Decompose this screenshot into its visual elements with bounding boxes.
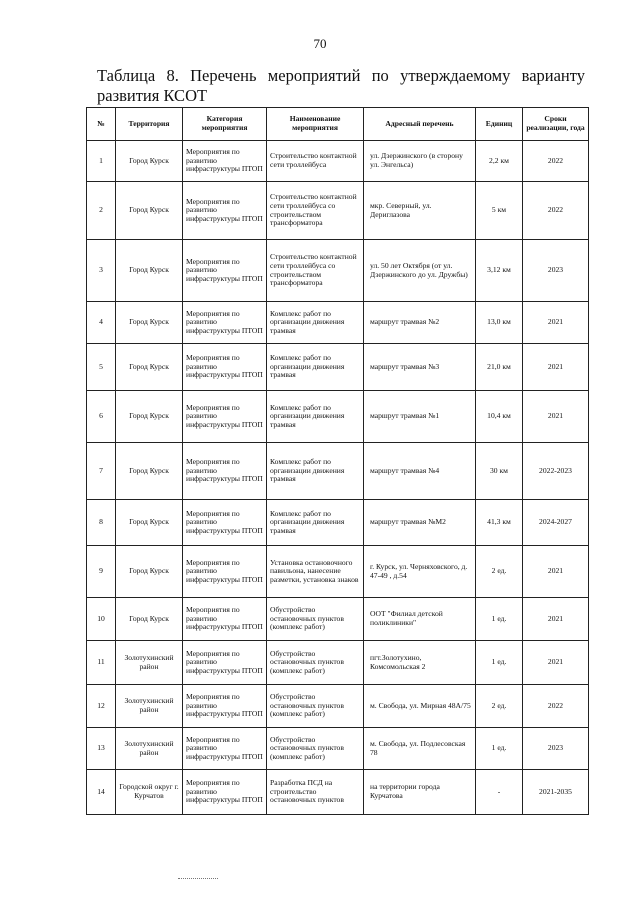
cell-period: 2022 [523,182,589,240]
cell-units: 41,3 км [476,500,523,546]
col-header-number: № [87,108,116,141]
col-header-units: Единиц [476,108,523,141]
cell-units: 1 ед. [476,728,523,770]
cell-units: 5 км [476,182,523,240]
cell-category: Мероприятия по развитию инфраструктуры ПТОП [183,344,267,391]
cell-name: Обустройство остановочных пунктов (комплекс работ) [267,598,364,641]
cell-name: Обустройство остановочных пунктов (комплекс работ) [267,641,364,685]
cell-number: 13 [87,728,116,770]
table-row [87,240,589,302]
cell-name: Строительство контактной сети троллейбуса со строительством трансформатора [267,182,364,240]
cell-name: Комплекс работ по организации движения трамвая [267,302,364,344]
cell-address: мкр. Северный, ул. Дериглазова [364,182,476,240]
cell-number: 4 [87,302,116,344]
cell-category: Мероприятия по развитию инфраструктуры ПТОП [183,641,267,685]
cell-territory: Золотухинский район [116,728,183,770]
table-row [87,182,589,240]
table-row [87,141,589,182]
cell-territory: Город Курск [116,500,183,546]
cell-number: 12 [87,685,116,728]
cell-name: Обустройство остановочных пунктов (комплекс работ) [267,685,364,728]
cell-units: - [476,770,523,815]
cell-name: Комплекс работ по организации движения трамвая [267,344,364,391]
table-row [87,770,589,815]
table-row [87,685,589,728]
col-header-period: Сроки реализации, года [523,108,589,141]
table-row [87,391,589,443]
cell-number: 14 [87,770,116,815]
cell-category: Мероприятия по развитию инфраструктуры ПТОП [183,685,267,728]
cell-period: 2021 [523,302,589,344]
table-row [87,302,589,344]
table-row [87,728,589,770]
cell-period: 2022 [523,141,589,182]
table-row [87,546,589,598]
cell-address: маршрут трамвая №3 [364,344,476,391]
cell-name: Комплекс работ по организации движения трамвая [267,391,364,443]
cell-number: 8 [87,500,116,546]
scan-artifact-line [178,878,218,879]
cell-period: 2021 [523,344,589,391]
col-header-category: Категория мероприятия [183,108,267,141]
cell-category: Мероприятия по развитию инфраструктуры ПТОП [183,728,267,770]
cell-units: 30 км [476,443,523,500]
cell-name: Обустройство остановочных пунктов (комплекс работ) [267,728,364,770]
cell-category: Мероприятия по развитию инфраструктуры ПТОП [183,240,267,302]
cell-number: 2 [87,182,116,240]
cell-name: Разработка ПСД на строительство остановочных пунктов [267,770,364,815]
cell-address: ул. Дзержинского (в сторону ул. Энгельса) [364,141,476,182]
table-row [87,598,589,641]
cell-address: ул. 50 лет Октября (от ул. Дзержинского до ул. Дружбы) [364,240,476,302]
cell-units: 1 ед. [476,641,523,685]
table-row [87,443,589,500]
cell-name: Комплекс работ по организации движения трамвая [267,500,364,546]
col-header-territory: Территория [116,108,183,141]
cell-category: Мероприятия по развитию инфраструктуры ПТОП [183,770,267,815]
cell-category: Мероприятия по развитию инфраструктуры ПТОП [183,500,267,546]
table-header-row [87,108,589,141]
cell-period: 2024-2027 [523,500,589,546]
col-header-address: Адресный перечень [364,108,476,141]
cell-units: 2 ед. [476,546,523,598]
cell-category: Мероприятия по развитию инфраструктуры ПТОП [183,443,267,500]
cell-address: маршрут трамвая №2 [364,302,476,344]
cell-number: 10 [87,598,116,641]
table-row [87,500,589,546]
cell-address: маршрут трамвая №М2 [364,500,476,546]
cell-territory: Город Курск [116,240,183,302]
col-header-name: Наименование мероприятия [267,108,364,141]
cell-address: ООТ "Филиал детской поликлиники" [364,598,476,641]
measures-table [86,107,589,815]
cell-category: Мероприятия по развитию инфраструктуры ПТОП [183,391,267,443]
cell-period: 2021 [523,641,589,685]
cell-category: Мероприятия по развитию инфраструктуры ПТОП [183,598,267,641]
table-row [87,344,589,391]
cell-period: 2022-2023 [523,443,589,500]
cell-period: 2021 [523,598,589,641]
cell-name: Комплекс работ по организации движения трамвая [267,443,364,500]
cell-period: 2022 [523,685,589,728]
cell-category: Мероприятия по развитию инфраструктуры ПТОП [183,546,267,598]
cell-units: 2,2 км [476,141,523,182]
cell-number: 1 [87,141,116,182]
cell-units: 10,4 км [476,391,523,443]
cell-territory: Город Курск [116,391,183,443]
cell-units: 1 ед. [476,598,523,641]
cell-category: Мероприятия по развитию инфраструктуры ПТОП [183,302,267,344]
cell-number: 9 [87,546,116,598]
cell-territory: Город Курск [116,443,183,500]
cell-category: Мероприятия по развитию инфраструктуры ПТОП [183,182,267,240]
cell-territory: Город Курск [116,141,183,182]
cell-address: маршрут трамвая №4 [364,443,476,500]
cell-number: 3 [87,240,116,302]
table-row [87,641,589,685]
cell-territory: Городской округ г. Курчатов [116,770,183,815]
page-number: 70 [313,36,327,51]
cell-territory: Город Курск [116,598,183,641]
cell-territory: Золотухинский район [116,685,183,728]
cell-address: м. Свобода, ул. Подлесовская 78 [364,728,476,770]
cell-name: Строительство контактной сети троллейбуса со строительством трансформатора [267,240,364,302]
cell-address: г. Курск, ул. Черняховского, д. 47-49 , д.54 [364,546,476,598]
cell-territory: Золотухинский район [116,641,183,685]
cell-number: 11 [87,641,116,685]
cell-category: Мероприятия по развитию инфраструктуры ПТОП [183,141,267,182]
cell-address: маршрут трамвая №1 [364,391,476,443]
cell-number: 5 [87,344,116,391]
cell-number: 6 [87,391,116,443]
cell-units: 2 ед. [476,685,523,728]
cell-territory: Город Курск [116,546,183,598]
cell-period: 2021 [523,391,589,443]
table-caption: Таблица 8. Перечень мероприятий по утверждаемому варианту развития КСОТ [97,66,585,105]
cell-name: Строительство контактной сети троллейбуса [267,141,364,182]
cell-address: на территории города Курчатова [364,770,476,815]
cell-number: 7 [87,443,116,500]
cell-territory: Город Курск [116,344,183,391]
cell-name: Установка остановочного павильона, нанесение разметки, установка знаков [267,546,364,598]
cell-period: 2023 [523,728,589,770]
cell-period: 2021 [523,546,589,598]
cell-units: 3,12 км [476,240,523,302]
cell-address: пгт.Золотухино, Комсомольская 2 [364,641,476,685]
cell-period: 2023 [523,240,589,302]
cell-territory: Город Курск [116,182,183,240]
cell-period: 2021-2035 [523,770,589,815]
cell-units: 13,0 км [476,302,523,344]
cell-units: 21,0 км [476,344,523,391]
cell-territory: Город Курск [116,302,183,344]
cell-address: м. Свобода, ул. Мирная 48А/75 [364,685,476,728]
